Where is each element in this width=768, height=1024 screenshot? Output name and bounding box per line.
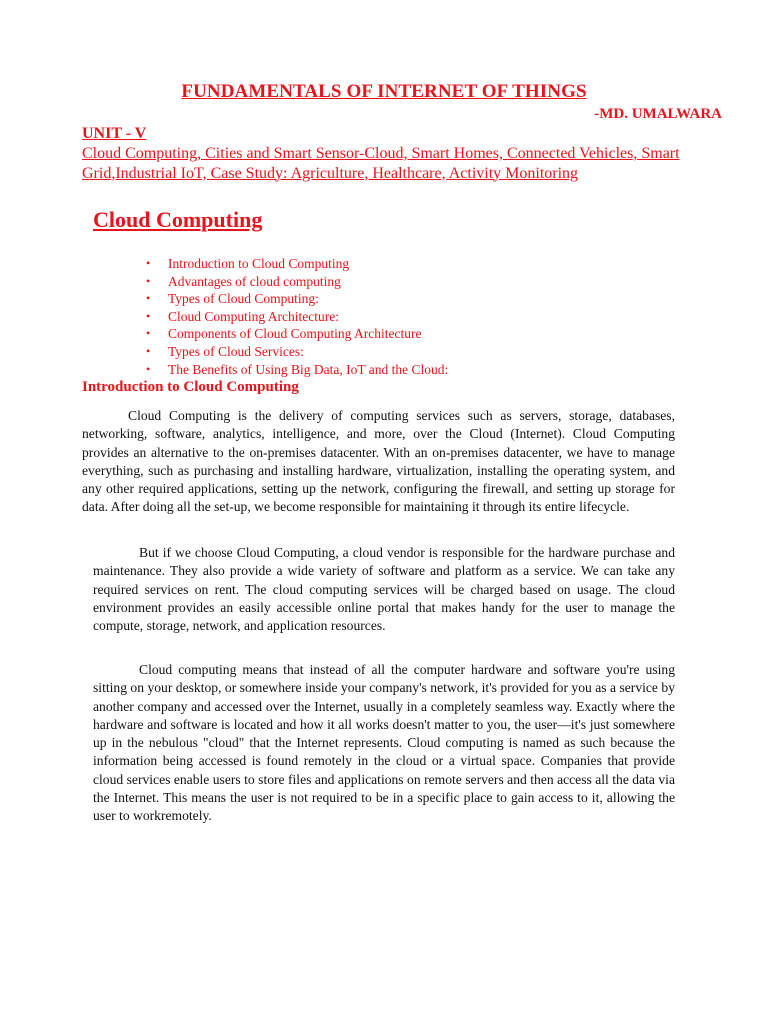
body-paragraph	[93, 661, 675, 826]
toc-item-label: Advantages of cloud computing	[168, 273, 341, 289]
toc-item	[140, 343, 448, 361]
bullet-icon: •	[146, 326, 151, 341]
toc-item-label: Introduction to Cloud Computing	[168, 256, 350, 271]
bullet-icon: •	[146, 256, 151, 270]
bullet-icon: •	[146, 343, 151, 358]
bullet-icon: •	[146, 308, 151, 323]
toc-item	[140, 273, 448, 291]
toc-item	[140, 325, 448, 343]
bullet-icon: •	[146, 361, 151, 376]
toc-item-label: The Benefits of Using Big Data, IoT and the Cloud:	[168, 361, 449, 377]
bullet-icon: •	[146, 273, 151, 288]
toc-item	[140, 361, 448, 379]
unit-topics: Cloud Computing, Cities and Smart Sensor-Cloud, Smart Homes, Connected Vehicles, Smart Grid,Industrial IoT, Case Study: Agriculture, Healthcare, Activity Monitoring	[82, 145, 680, 182]
subsection-title: Introduction to Cloud Computing	[82, 379, 299, 395]
body-paragraph	[82, 407, 675, 517]
toc-item-label: Cloud Computing Architecture:	[168, 308, 339, 324]
paragraph-text: Cloud computing means that instead of all the computer hardware and software you're using sitting on your desktop, or somewhere inside your company's network, it's provided for you as a service by another company and accessed over the Internet, usually in a completely seamless way. Exactly where the hardware and software is located and how it all works doesn't matter to you, the user—it's just somewhere up in the nebulous "cloud" that the Internet represents. Cloud computing is named as such because the information being accessed is found remotely in the cloud or a virtual space. Companies that provide cloud services enable users to store files and applications on remote servers and then access all the data via the Internet. This means the user is not required to be in a specific place to gain access to it, allowing the user to workremotely.	[93, 662, 675, 824]
author-name: -MD. UMALWARA	[594, 106, 722, 122]
toc-item-label: Types of Cloud Computing:	[168, 291, 319, 307]
toc-item-label: Types of Cloud Services:	[168, 343, 304, 359]
toc-item	[140, 255, 448, 273]
paragraph-text: Cloud Computing is the delivery of computing services such as servers, storage, databases, networking, software, analytics, intelligence, and more, over the Cloud (Internet). Cloud Computing provides an alternative to the on-premises datacenter. With an on-premises datacenter, we have to manage everything, such as purchasing and installing hardware, virtualization, installing the operating system, and any other required applications, setting up the network, configuring the firewall, and setting up storage for data. After doing all the set-up, we become responsible for maintaining it through its entire lifecycle.	[82, 408, 675, 515]
toc-item	[140, 308, 448, 326]
toc-item-label: Components of Cloud Computing Architecture	[168, 326, 422, 342]
bullet-icon: •	[146, 291, 151, 306]
section-toc-list	[140, 255, 448, 378]
document-title: FUNDAMENTALS OF INTERNET OF THINGS	[181, 81, 587, 102]
body-paragraph	[93, 544, 675, 635]
unit-label: UNIT - V	[82, 125, 147, 142]
paragraph-text: But if we choose Cloud Computing, a cloud vendor is responsible for the hardware purchase and maintenance. They also provide a wide variety of software and platform as a service. We can take any required services on rent. The cloud computing services will be charged based on usage. The cloud environment provides an easily accessible online portal that makes handy for the user to manage the compute, storage, network, and application resources.	[93, 545, 675, 634]
toc-item	[140, 290, 448, 308]
section-title: Cloud Computing	[93, 207, 263, 232]
